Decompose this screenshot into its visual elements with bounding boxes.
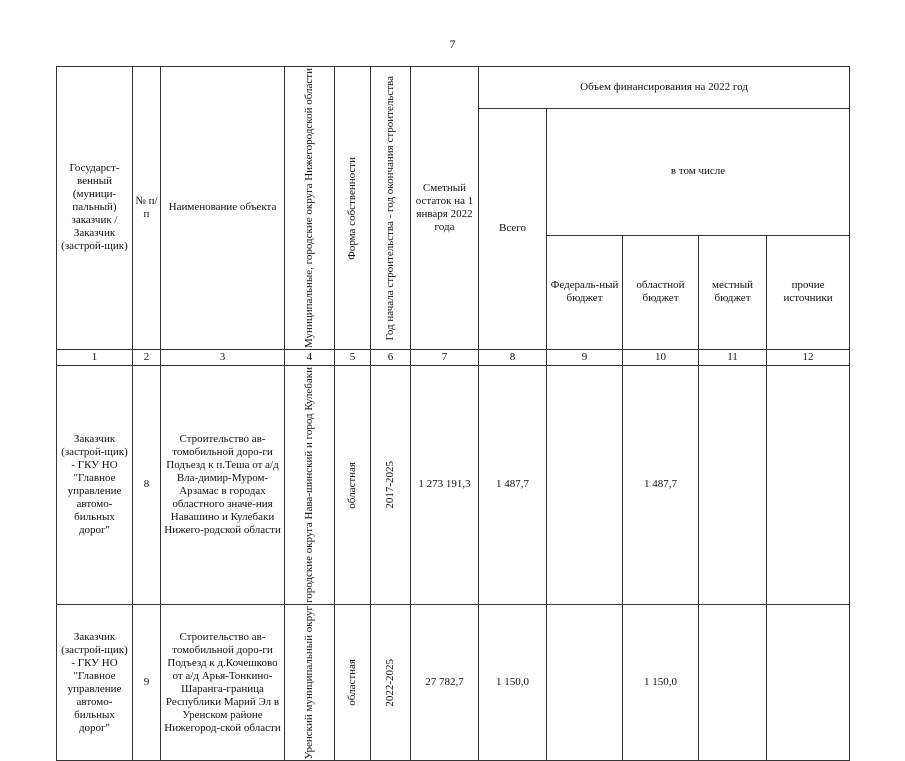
header-ownership xyxy=(335,67,371,350)
col-num-5: 5 xyxy=(335,349,371,365)
row-local xyxy=(699,605,767,761)
row-estimate: 1 273 191,3 xyxy=(411,365,479,604)
row-total: 1 150,0 xyxy=(479,605,547,761)
header-municipality-text: Муниципальные, городские округа Нижегородской области xyxy=(303,68,315,348)
row-regional: 1 487,7 xyxy=(623,365,699,604)
row-customer: Заказчик (застрой-щик) - ГКУ НО "Главное управление автомо-бильных дорог" xyxy=(57,605,133,761)
table-row xyxy=(57,605,850,761)
header-estimate: Сметный остаток на 1 января 2022 года xyxy=(411,67,479,350)
row-municipality-text: Уренский муниципальный округ xyxy=(303,606,315,760)
row-ownership xyxy=(335,605,371,761)
row-number: 8 xyxy=(133,365,161,604)
row-other xyxy=(767,605,850,761)
row-municipality xyxy=(285,605,335,761)
row-years-text: 2017-2025 xyxy=(384,461,396,509)
row-ownership-text: областная xyxy=(346,461,358,509)
header-regional: областной бюджет xyxy=(623,235,699,349)
row-years-text: 2022-2025 xyxy=(384,658,396,707)
row-customer: Заказчик (застрой-щик) - ГКУ НО "Главное управление автомо-бильных дорог" xyxy=(57,365,133,604)
row-number: 9 xyxy=(133,605,161,761)
row-regional: 1 150,0 xyxy=(623,605,699,761)
row-federal xyxy=(547,605,623,761)
col-num-3: 3 xyxy=(161,349,285,365)
row-federal xyxy=(547,365,623,604)
row-years xyxy=(371,605,411,761)
header-funding: Объем финансирования на 2022 год xyxy=(479,67,850,109)
col-num-12: 12 xyxy=(767,349,850,365)
col-num-2: 2 xyxy=(133,349,161,365)
row-estimate: 27 782,7 xyxy=(411,605,479,761)
header-years xyxy=(371,67,411,350)
col-num-1: 1 xyxy=(57,349,133,365)
col-num-6: 6 xyxy=(371,349,411,365)
header-customer: Государст-венный (муници-пальный) заказчик / Заказчик (застрой-щик) xyxy=(57,67,133,350)
header-ownership-text: Форма собственности xyxy=(346,156,358,260)
row-object: Строительство ав-томобильной доро-ги Подъезд к п.Теша от а/д Вла-димир-Муром-Арзамас в городах областного значе-ния Навашино и Кулебаки Нижего-родской области xyxy=(161,365,285,604)
row-municipality xyxy=(285,365,335,604)
header-total: Всего xyxy=(479,109,547,350)
column-number-row xyxy=(57,349,850,365)
header-object-name: Наименование объекта xyxy=(161,67,285,350)
header-federal: Федераль-ный бюджет xyxy=(547,235,623,349)
header-years-text: Год начала строительства - год окончания строительства xyxy=(384,75,396,341)
header-local: местный бюджет xyxy=(699,235,767,349)
col-num-7: 7 xyxy=(411,349,479,365)
col-num-4: 4 xyxy=(285,349,335,365)
header-including: в том числе xyxy=(547,109,850,236)
col-num-10: 10 xyxy=(623,349,699,365)
row-ownership xyxy=(335,365,371,604)
header-municipality xyxy=(285,67,335,350)
row-object: Строительство ав-томобильной доро-ги Подъезд к д.Кочешково от а/д Арья-Тонкино-Шаранга-граница Республики Марий Эл в Уренском районе Нижегород-ской области xyxy=(161,605,285,761)
row-municipality-text: городские округа Нава-шинский и город Кулебаки xyxy=(303,366,315,603)
row-total: 1 487,7 xyxy=(479,365,547,604)
col-num-9: 9 xyxy=(547,349,623,365)
col-num-8: 8 xyxy=(479,349,547,365)
header-number: № п/п xyxy=(133,67,161,350)
page-number: 7 xyxy=(449,37,456,51)
header-row-1 xyxy=(57,67,850,109)
header-other: прочие источники xyxy=(767,235,850,349)
financing-table xyxy=(56,66,850,761)
row-local xyxy=(699,365,767,604)
table-row xyxy=(57,365,850,604)
col-num-11: 11 xyxy=(699,349,767,365)
row-ownership-text: областная xyxy=(346,659,358,707)
row-years xyxy=(371,365,411,604)
row-other xyxy=(767,365,850,604)
